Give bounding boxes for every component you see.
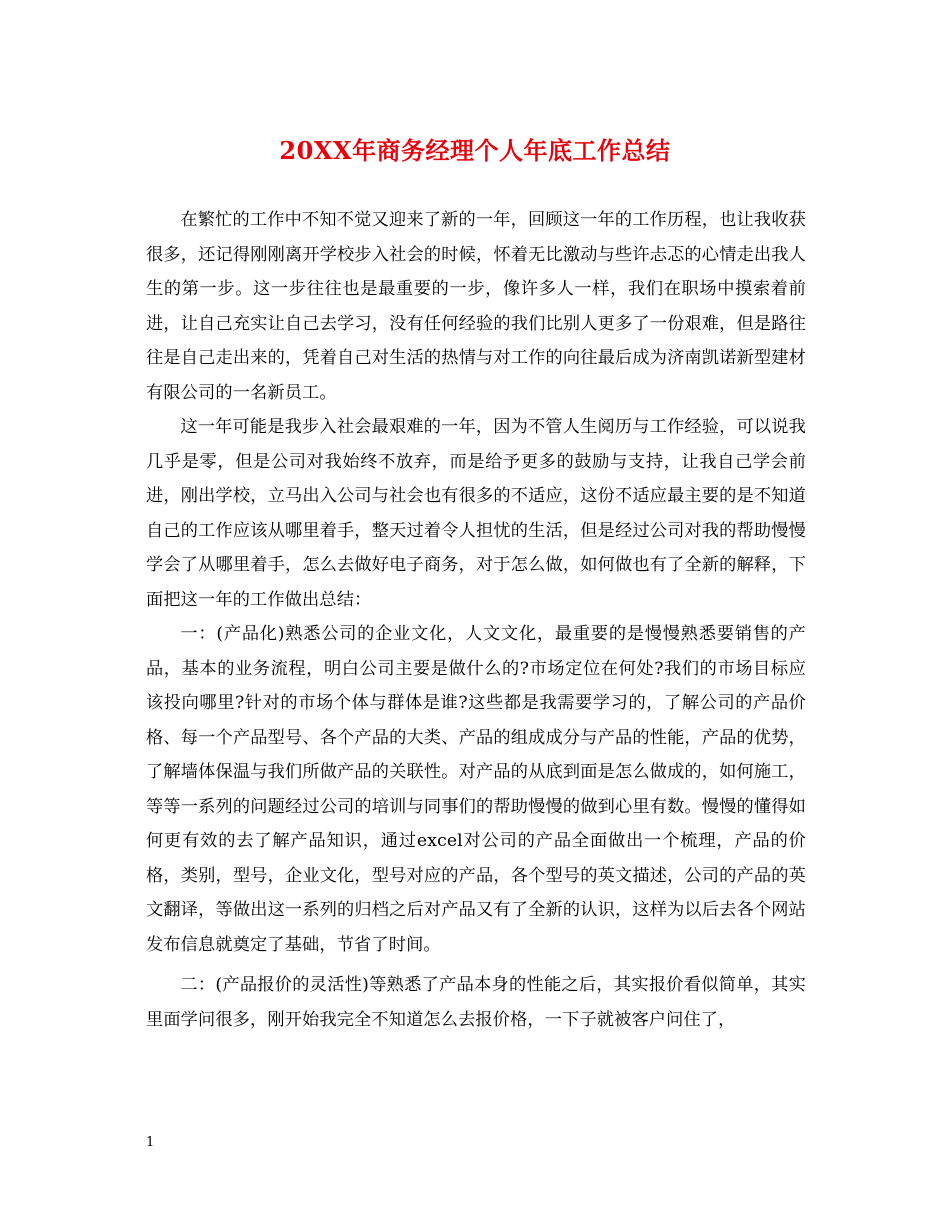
- paragraph-intro: 在繁忙的工作中不知不觉又迎来了新的一年，回顾这一年的工作历程，也让我收获很多，还记得刚刚离开学校步入社会的时候，怀着无比激动与些许忐忑的心情走出我人生的第一步。这一步往往也是最重要的一步，像许多人一样，我们在职场中摸索着前进，让自己充实让自己去学习，没有任何经验的我们比别人更多了一份艰难，但是路往往是自己走出来的，凭着自己对生活的热情与对工作的向往最后成为济南凯诺新型建材有限公司的一名新员工。: [146, 210, 806, 403]
- document-title: 20XX年商务经理个人年底工作总结: [279, 136, 671, 165]
- paragraph-difficult-year: 这一年可能是我步入社会最艰难的一年，因为不管人生阅历与工作经验，可以说我几乎是零，但是公司对我始终不放弃，而是给予更多的鼓励与支持，让我自己学会前进，刚出学校，立马出入公司与社会也有很多的不适应，这份不适应最主要的是不知道自己的工作应该从哪里着手，整天过着令人担忧的生活，但是经过公司对我的帮助慢慢学会了从哪里着手，怎么去做好电子商务，对于怎么做，如何做也有了全新的解释，下面把这一年的工作做出总结：: [146, 417, 806, 610]
- document-body: [146, 203, 806, 1037]
- paragraph-section-two: 二：(产品报价的灵活性)等熟悉了产品本身的性能之后，其实报价看似简单，其实里面学问很多，刚开始我完全不知道怎么去报价格，一下子就被客户问住了，: [146, 975, 806, 1030]
- page-number: 1: [146, 1135, 155, 1150]
- paragraph-section-one: 一：(产品化)熟悉公司的企业文化，人文文化，最重要的是慢慢熟悉要销售的产品，基本的业务流程，明白公司主要是做什么的?市场定位在何处?我们的市场目标应该投向哪里?针对的市场个体与群体是谁?这些都是我需要学习的，了解公司的产品价格、每一个产品型号、各个产品的大类、产品的组成成分与产品的性能，产品的优势，了解墙体保温与我们所做产品的关联性。对产品的从底到面是怎么做成的，如何施工，等等一系列的问题经过公司的培训与同事们的帮助慢慢的做到心里有数。慢慢的懂得如何更有效的去了解产品知识，通过excel对公司的产品全面做出一个梳理，产品的价格，类别，型号，企业文化，型号对应的产品，各个型号的英文描述，公司的产品的英文翻译，等做出这一系列的归档之后对产品又有了全新的认识，这样为以后去各个网站发布信息就奠定了基础，节省了时间。: [146, 624, 806, 955]
